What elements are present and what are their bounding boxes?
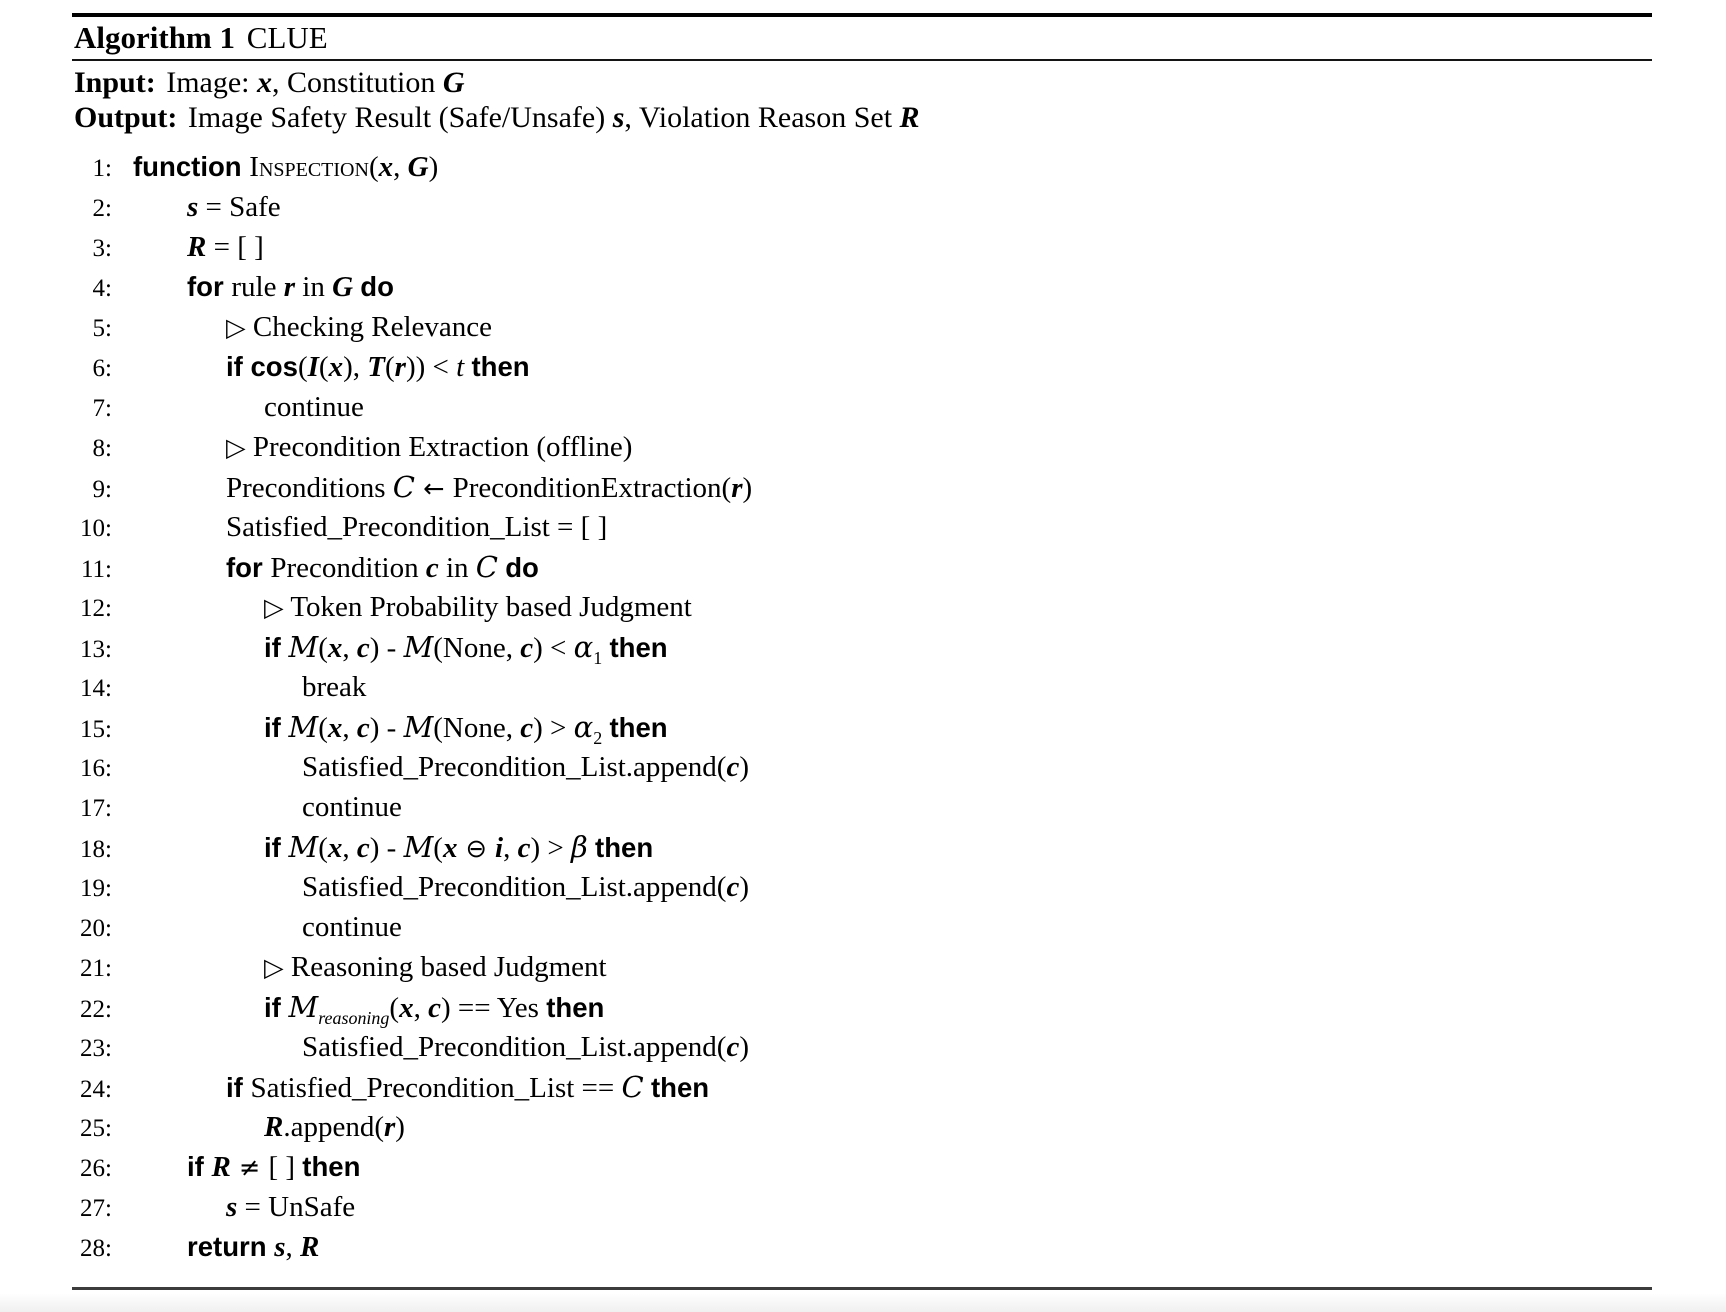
code-segment: c [356,632,370,664]
code-segment: if [226,1072,251,1103]
code-segment: = UnSafe [237,1191,356,1223]
line-content [112,227,264,267]
code-segment: continue [302,911,402,943]
code-segment: ( [318,832,328,864]
line-number: 13: [80,636,112,663]
line-content [112,187,281,227]
code-segment: ( [297,351,308,383]
code-segment: c [726,871,740,903]
algorithm-line [72,347,1652,387]
line-content [112,467,752,509]
code-segment: if [187,1151,212,1182]
line-content [112,867,749,907]
code-segment: ) == Yes [440,992,547,1024]
line-content [112,1027,749,1067]
code-segment: ) > [533,712,574,744]
line-content [112,787,402,827]
circled-minus-icon: ⊖ [457,834,496,864]
comment-triangle-icon: ▷ [264,593,284,623]
code-segment: ) - [369,632,404,664]
code-segment: ( [384,351,395,383]
code-segment: c [425,552,439,584]
code-segment: c [520,712,534,744]
code-segment: ), [343,351,368,383]
algorithm-line [72,907,1652,947]
code-segment: R [187,231,207,263]
code-segment: Inspection [249,151,369,183]
line-number: 20: [80,915,112,942]
code-segment: do [360,271,394,302]
algorithm-caption [72,17,1652,59]
code-segment: return [187,1231,275,1262]
code-segment: [ ] [268,1151,303,1183]
algorithm-line [72,747,1652,787]
code-segment: Precondition Extraction (offline) [245,431,633,463]
line-number: 3: [92,235,112,262]
code-segment: M [403,630,434,664]
code-segment: R [300,1231,320,1263]
code-segment: r [384,1111,396,1143]
code-segment: then [609,712,668,743]
code-segment: 1 [593,647,603,668]
algorithm-name: CLUE [246,20,328,55]
line-content [112,147,438,187]
code-segment: then [609,632,668,663]
code-segment: = [ ] [206,231,264,263]
line-number: 18: [80,836,112,863]
algorithm-line [72,787,1652,827]
line-content [112,1107,405,1147]
code-segment: Checking Relevance [245,311,493,343]
code-segment: , [342,712,357,744]
line-number: 25: [80,1115,112,1142]
code-segment: Satisfied_Precondition_List.append( [302,751,727,783]
line-number: 12: [80,595,112,622]
algorithm-line [72,267,1652,307]
code-segment: G [407,151,429,183]
code-segment: ) < [533,632,574,664]
code-segment: M [403,710,434,744]
bottom-rule [72,1287,1652,1290]
code-segment: M [288,830,319,864]
line-number: 27: [80,1195,112,1222]
code-segment: ) [739,1031,749,1063]
code-segment: s [612,101,625,134]
code-segment: x [328,351,344,383]
line-content [112,907,402,947]
algorithm-line [72,667,1652,707]
line-content [112,987,604,1028]
code-segment: , [393,151,408,183]
code-segment: x [327,712,343,744]
line-number: 21: [80,955,112,982]
line-number: 15: [80,716,112,743]
code-segment: Reasoning based Judgment [283,951,607,983]
algorithm-line [72,827,1652,867]
line-content [112,547,539,588]
line-content [112,587,692,628]
code-segment: ( [433,832,443,864]
code-segment: if [264,832,289,863]
code-segment: c [517,832,531,864]
code-segment: β [571,830,588,864]
algorithm-line [72,867,1652,907]
code-segment: rule [231,271,284,303]
line-number: 1: [92,155,112,182]
code-segment: α [573,710,594,744]
algorithm-line [72,187,1652,227]
code-segment: Preconditions [226,472,393,504]
code-segment: c [356,712,370,744]
line-content [112,627,668,668]
code-segment: r [731,472,743,504]
line-number: 23: [80,1035,112,1062]
line-number: 5: [92,315,112,342]
code-segment: = Safe [198,191,281,223]
code-segment: Image: [166,66,258,99]
code-segment: Token Probability based Judgment [283,591,692,623]
algorithm-line [72,947,1652,987]
algorithm-line [72,627,1652,667]
code-segment: i [495,832,504,864]
line-content [112,387,364,427]
code-segment: , [342,832,357,864]
code-segment: c [726,1031,740,1063]
code-segment [588,832,595,864]
code-segment: s [274,1231,286,1263]
code-segment: M [288,990,319,1024]
code-segment: R [211,1151,231,1183]
line-number: 26: [80,1155,112,1182]
code-segment: ) [739,751,749,783]
code-segment: , [503,832,518,864]
code-segment: do [505,552,539,583]
algorithm-line [72,147,1652,187]
code-segment: if [264,992,289,1023]
code-segment: break [302,671,367,703]
page-bottom-edge [0,1294,1726,1312]
line-number: 17: [80,795,112,822]
code-segment: M [288,630,319,664]
code-segment: reasoning [318,1007,390,1028]
code-segment: Satisfied_Precondition_List == [250,1072,622,1104]
line-content [112,1067,709,1108]
comment-triangle-icon: ▷ [226,433,246,463]
code-segment: c [356,832,370,864]
code-segment: Satisfied_Precondition_List = [ ] [226,511,608,543]
line-number: 2: [92,195,112,222]
code-segment: in [438,552,476,584]
line-number: 22: [80,996,112,1023]
code-segment: x [378,151,394,183]
algorithm-line [72,587,1652,627]
code-segment: .append( [283,1111,384,1143]
line-number: 19: [80,875,112,902]
code-segment: (None, [433,632,521,664]
algorithm-line [72,1027,1652,1067]
code-segment: I [307,351,319,383]
algorithm-line [72,387,1652,427]
line-number: 6: [92,355,112,382]
io-section [72,61,1652,140]
code-segment: ( [318,632,328,664]
algorithm-line [72,547,1652,587]
code-segment: α [573,630,594,664]
algorithm-line [72,227,1652,267]
algorithm-line [72,1147,1652,1187]
line-number: 7: [92,395,112,422]
code-segment: , Violation Reason Set [624,101,900,134]
code-segment: C [621,1070,644,1104]
code-segment: then [546,992,605,1023]
code-segment: then [471,351,530,382]
algorithm-body [72,140,1652,1287]
line-number: 11: [80,556,112,583]
algorithm-line [72,507,1652,547]
code-segment: x [327,632,343,664]
code-segment: ) > [530,832,571,864]
line-content [112,1147,360,1188]
line-content [112,947,607,988]
code-segment: ( [368,151,379,183]
code-segment: x [399,992,414,1024]
algorithm-label: Algorithm 1 [74,20,236,55]
code-segment: M [403,830,434,864]
line-content [112,667,366,707]
code-segment: ) [428,151,439,183]
algorithm-line [72,307,1652,347]
code-segment: G [332,271,354,303]
line-content [112,707,668,748]
code-segment: s [187,191,199,223]
not-equal-icon: ≠ [230,1153,269,1183]
code-segment: ( [389,992,400,1024]
code-segment: ( [318,712,328,744]
code-segment: ) [742,472,753,504]
line-number: 16: [80,755,112,782]
code-segment: for [226,552,271,583]
line-content [112,507,607,547]
line-content [112,1187,355,1227]
code-segment: then [650,1072,710,1103]
code-segment: M [288,710,319,744]
code-segment: c [726,751,740,783]
code-segment: ) - [369,832,404,864]
line-number: 24: [80,1076,112,1103]
line-number: 8: [92,435,112,462]
comment-triangle-icon: ▷ [226,313,246,343]
code-segment: T [367,351,385,383]
code-segment: , [285,1231,301,1263]
code-segment: G [442,66,465,99]
code-segment: for [187,271,232,302]
code-segment: R [899,101,920,134]
code-segment: t [456,351,465,383]
code-segment: )) < [405,351,457,383]
line-content [112,1227,319,1267]
algorithm-block [72,13,1652,1290]
code-segment: C [475,550,498,584]
code-segment: C [392,470,415,504]
code-segment: ) [739,871,749,903]
algorithm-line [72,467,1652,507]
line-content [112,267,394,307]
output-label: Output: [74,101,178,134]
line-content [112,347,530,387]
algorithm-line [72,1067,1652,1107]
input-label: Input: [74,66,156,99]
algorithm-line [72,1227,1652,1267]
algorithm-line [72,1107,1652,1147]
code-segment [644,1072,651,1104]
code-segment: c [520,632,534,664]
left-arrow-icon: ← [414,474,453,504]
code-segment: ( [318,351,329,383]
output-line [74,100,1652,135]
code-segment: x [442,832,458,864]
line-content [112,307,492,348]
code-segment: Satisfied_Precondition_List.append( [302,1031,727,1063]
algorithm-line [72,1187,1652,1227]
code-segment: if [264,632,289,663]
line-number: 4: [92,275,112,302]
code-segment: then [302,1151,361,1182]
algorithm-line [72,707,1652,747]
line-content [112,827,653,869]
input-value [166,66,464,99]
code-segment: c [428,992,441,1024]
code-segment: Precondition [270,552,426,584]
code-segment: , [413,992,429,1024]
code-segment: continue [264,391,364,423]
line-content [112,747,749,787]
line-content [112,427,632,468]
algorithm-line [72,987,1652,1027]
code-segment: r [283,271,296,303]
code-segment: x [327,832,343,864]
code-segment: r [394,351,406,383]
code-segment: 2 [593,727,603,748]
code-segment: if cos [226,351,298,382]
code-segment: Image Safety Result (Safe/Unsafe) [187,101,613,134]
input-line [74,65,1652,100]
code-segment: ) - [369,712,404,744]
line-number: 10: [80,515,112,542]
code-segment: continue [302,791,402,823]
code-segment: ) [395,1111,405,1143]
line-number: 14: [80,675,112,702]
code-segment: , Constitution [272,66,443,99]
code-segment: then [595,832,654,863]
line-number: 28: [80,1235,112,1262]
code-segment: PreconditionExtraction( [452,472,732,504]
code-segment: (None, [433,712,521,744]
code-segment: Satisfied_Precondition_List.append( [302,871,727,903]
code-segment: x [257,66,273,99]
code-segment: , [342,632,357,664]
algorithm-line [72,427,1652,467]
code-segment: if [264,712,289,743]
line-number: 9: [92,476,112,503]
comment-triangle-icon: ▷ [264,953,284,983]
code-segment: s [226,1191,238,1223]
output-value [188,101,920,134]
code-segment: in [295,271,333,303]
code-segment: R [264,1111,284,1143]
code-segment: function [133,151,250,182]
